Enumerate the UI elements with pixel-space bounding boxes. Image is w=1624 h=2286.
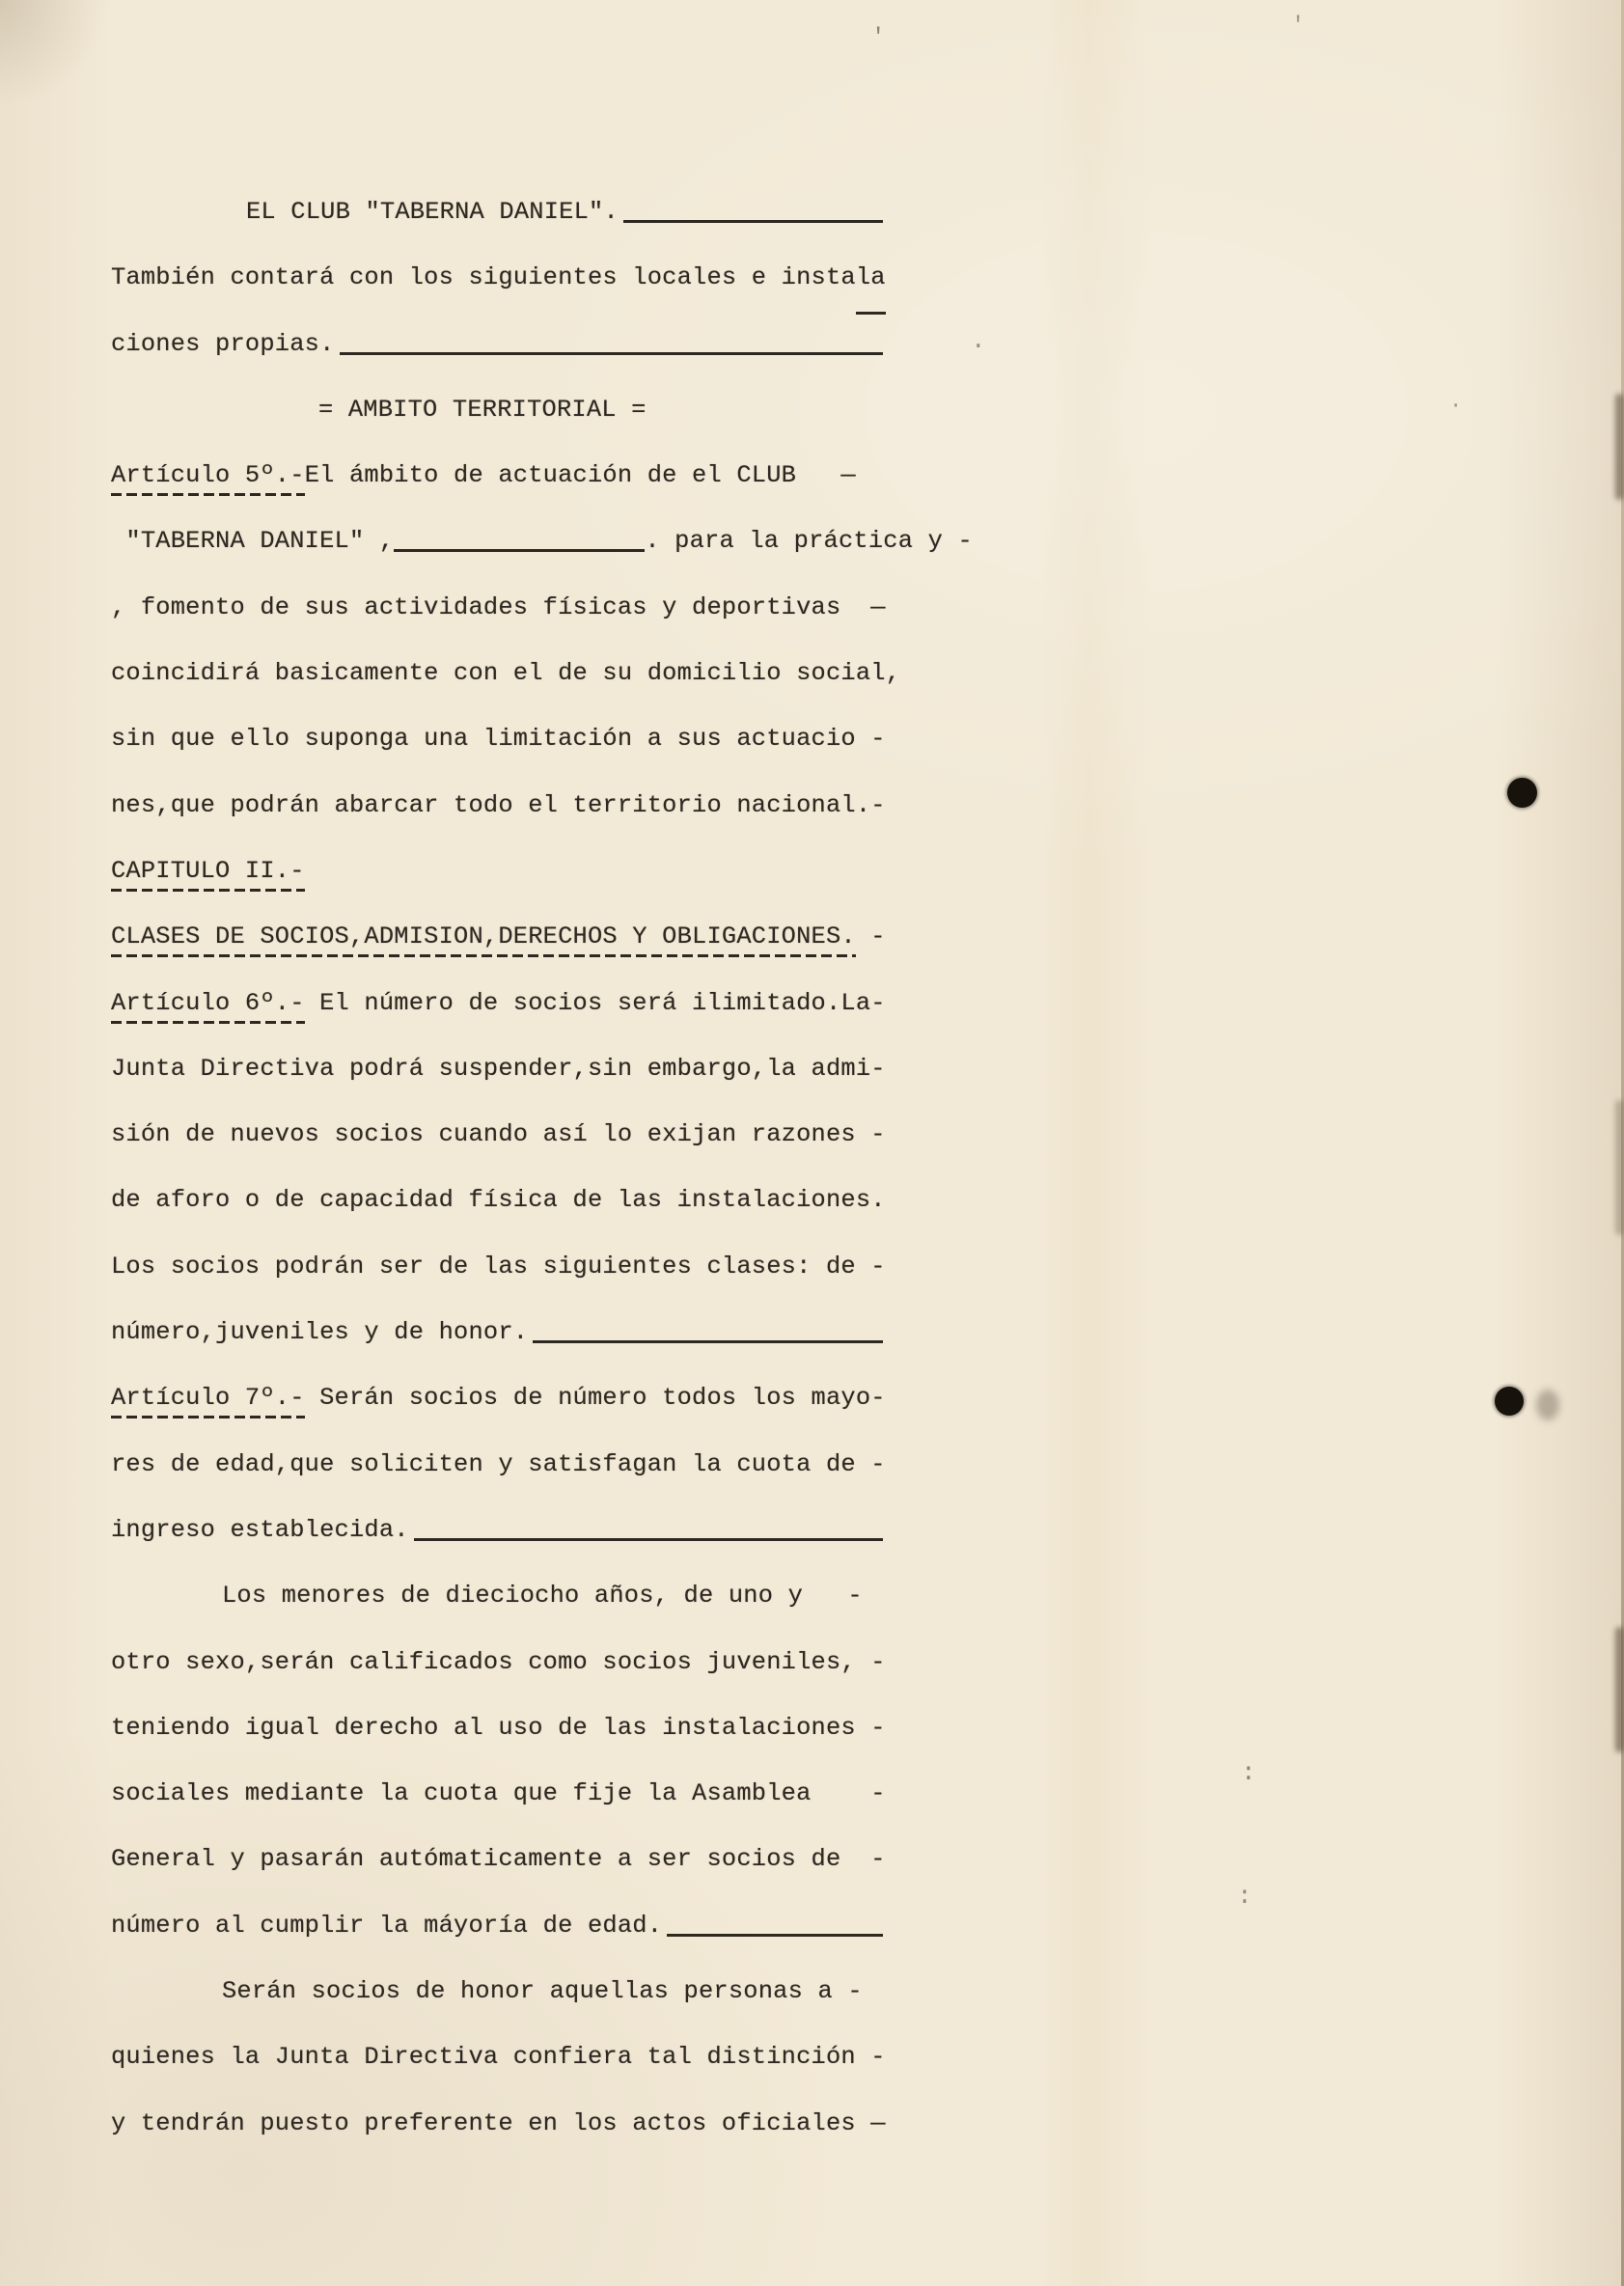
typed-text-underlined: Artículo 5º.- bbox=[111, 443, 305, 509]
typed-text-underlined: CLASES DE SOCIOS,ADMISION,DERECHOS Y OBLIGACIONES. bbox=[111, 904, 856, 970]
ink-dot bbox=[1507, 778, 1537, 808]
typed-text-underlined: Artículo 6º.- bbox=[111, 971, 305, 1036]
text-line bbox=[111, 773, 886, 839]
typed-text: = AMBITO TERRITORIAL = bbox=[318, 395, 647, 424]
typed-text: quienes la Junta Directiva confiera tal distinción - bbox=[111, 2043, 886, 2072]
typed-text: "TABERNA DANIEL" , bbox=[111, 527, 395, 556]
text-line bbox=[111, 1498, 883, 1563]
typed-text: . para la práctica y - bbox=[645, 527, 973, 556]
typed-text: EL CLUB "TABERNA DANIEL". bbox=[246, 198, 619, 226]
text-line bbox=[111, 1365, 886, 1431]
typed-text: teniendo igual derecho al uso de las instalaciones - bbox=[111, 1713, 886, 1742]
typed-fill-rule bbox=[533, 1340, 883, 1343]
typed-text: Los socios podrán ser de las siguientes clases: de - bbox=[111, 1252, 886, 1281]
text-line bbox=[111, 312, 883, 377]
typed-text: El ámbito de actuación de el CLUB — bbox=[304, 461, 856, 490]
typed-text: nes,que podrán abarcar todo el territorio nacional.- bbox=[111, 790, 886, 819]
text-line bbox=[111, 1036, 886, 1102]
scan-edge-mark bbox=[1615, 1100, 1624, 1235]
text-line bbox=[111, 245, 886, 311]
typed-text: El número de socios será ilimitado.La- bbox=[304, 988, 886, 1017]
text-line bbox=[111, 575, 886, 641]
typed-text: , fomento de sus actividades físicas y deportivas — bbox=[111, 592, 886, 621]
text-line bbox=[111, 509, 973, 574]
text-line bbox=[111, 1563, 883, 1629]
text-block bbox=[111, 179, 973, 2157]
text-line bbox=[111, 839, 883, 904]
ink-smudge bbox=[1536, 1390, 1559, 1420]
typed-fill-rule bbox=[623, 220, 883, 223]
typed-text: - bbox=[855, 923, 886, 951]
text-line bbox=[111, 2024, 886, 2090]
typed-text: otro sexo,serán calificados como socios juveniles, - bbox=[111, 1647, 886, 1676]
typed-text-underlined: CAPITULO II.- bbox=[111, 839, 305, 904]
typed-text: General y pasarán autómaticamente a ser socios de - bbox=[111, 1845, 886, 1874]
text-line bbox=[111, 179, 883, 245]
typed-text: Los menores de dieciocho años, de uno y - bbox=[222, 1582, 863, 1611]
text-line bbox=[111, 904, 886, 970]
text-line bbox=[111, 1761, 886, 1827]
typed-text: número,juveniles y de honor. bbox=[111, 1318, 529, 1347]
text-line bbox=[111, 706, 886, 772]
text-line bbox=[111, 1300, 883, 1365]
text-line bbox=[111, 1432, 886, 1498]
typed-text-underlined: la bbox=[856, 245, 886, 311]
typed-fill-rule bbox=[340, 352, 883, 355]
scan-speck: ' bbox=[1291, 14, 1306, 40]
typed-text: También contará con los siguientes locales e insta bbox=[111, 263, 856, 292]
text-line bbox=[111, 2091, 886, 2157]
text-line bbox=[111, 1102, 886, 1168]
scan-speck: ' bbox=[871, 25, 886, 51]
scan-speck: : bbox=[1237, 1882, 1252, 1911]
typed-text: número al cumplir la máyoría de edad. bbox=[111, 1911, 663, 1940]
typed-text: Serán socios de número todos los mayo- bbox=[304, 1384, 886, 1413]
typed-text: Serán socios de honor aquellas personas a - bbox=[222, 1977, 863, 2006]
text-line bbox=[111, 1168, 886, 1233]
scan-speck: . bbox=[971, 326, 986, 355]
typed-text: ingreso establecida. bbox=[111, 1515, 409, 1544]
text-line bbox=[111, 1827, 886, 1892]
typed-fill-rule bbox=[394, 549, 645, 552]
text-line bbox=[111, 377, 883, 443]
typed-text: Junta Directiva podrá suspender,sin embargo,la admi- bbox=[111, 1054, 886, 1083]
text-line bbox=[111, 1630, 886, 1695]
scan-edge-mark bbox=[1615, 394, 1624, 500]
text-line bbox=[111, 1695, 886, 1761]
scan-edge-mark bbox=[1615, 1627, 1624, 1752]
text-line bbox=[111, 641, 901, 706]
typed-text: sin que ello suponga una limitación a sus actuacio - bbox=[111, 725, 886, 754]
typed-text: res de edad,que soliciten y satisfagan la cuota de - bbox=[111, 1449, 886, 1478]
scan-speck: · bbox=[1449, 394, 1463, 418]
text-line bbox=[111, 443, 883, 509]
typed-fill-rule bbox=[667, 1934, 883, 1937]
typed-fill-rule bbox=[414, 1538, 883, 1541]
typed-text: sociales mediante la cuota que fije la Asamblea - bbox=[111, 1779, 886, 1808]
ink-dot bbox=[1495, 1387, 1524, 1416]
typed-text: y tendrán puesto preferente en los actos oficiales — bbox=[111, 2108, 886, 2137]
text-line bbox=[111, 1234, 886, 1300]
text-line bbox=[111, 1893, 883, 1959]
scan-speck: : bbox=[1241, 1758, 1256, 1787]
typed-text-underlined: Artículo 7º.- bbox=[111, 1365, 305, 1431]
text-line bbox=[111, 1959, 883, 2024]
typed-text: coincidirá basicamente con el de su domicilio social, bbox=[111, 659, 901, 688]
typed-text: ciones propias. bbox=[111, 329, 335, 358]
typed-text: de aforo o de capacidad física de las instalaciones. bbox=[111, 1186, 886, 1215]
text-line bbox=[111, 971, 886, 1036]
typed-text: sión de nuevos socios cuando así lo exijan razones - bbox=[111, 1120, 886, 1149]
